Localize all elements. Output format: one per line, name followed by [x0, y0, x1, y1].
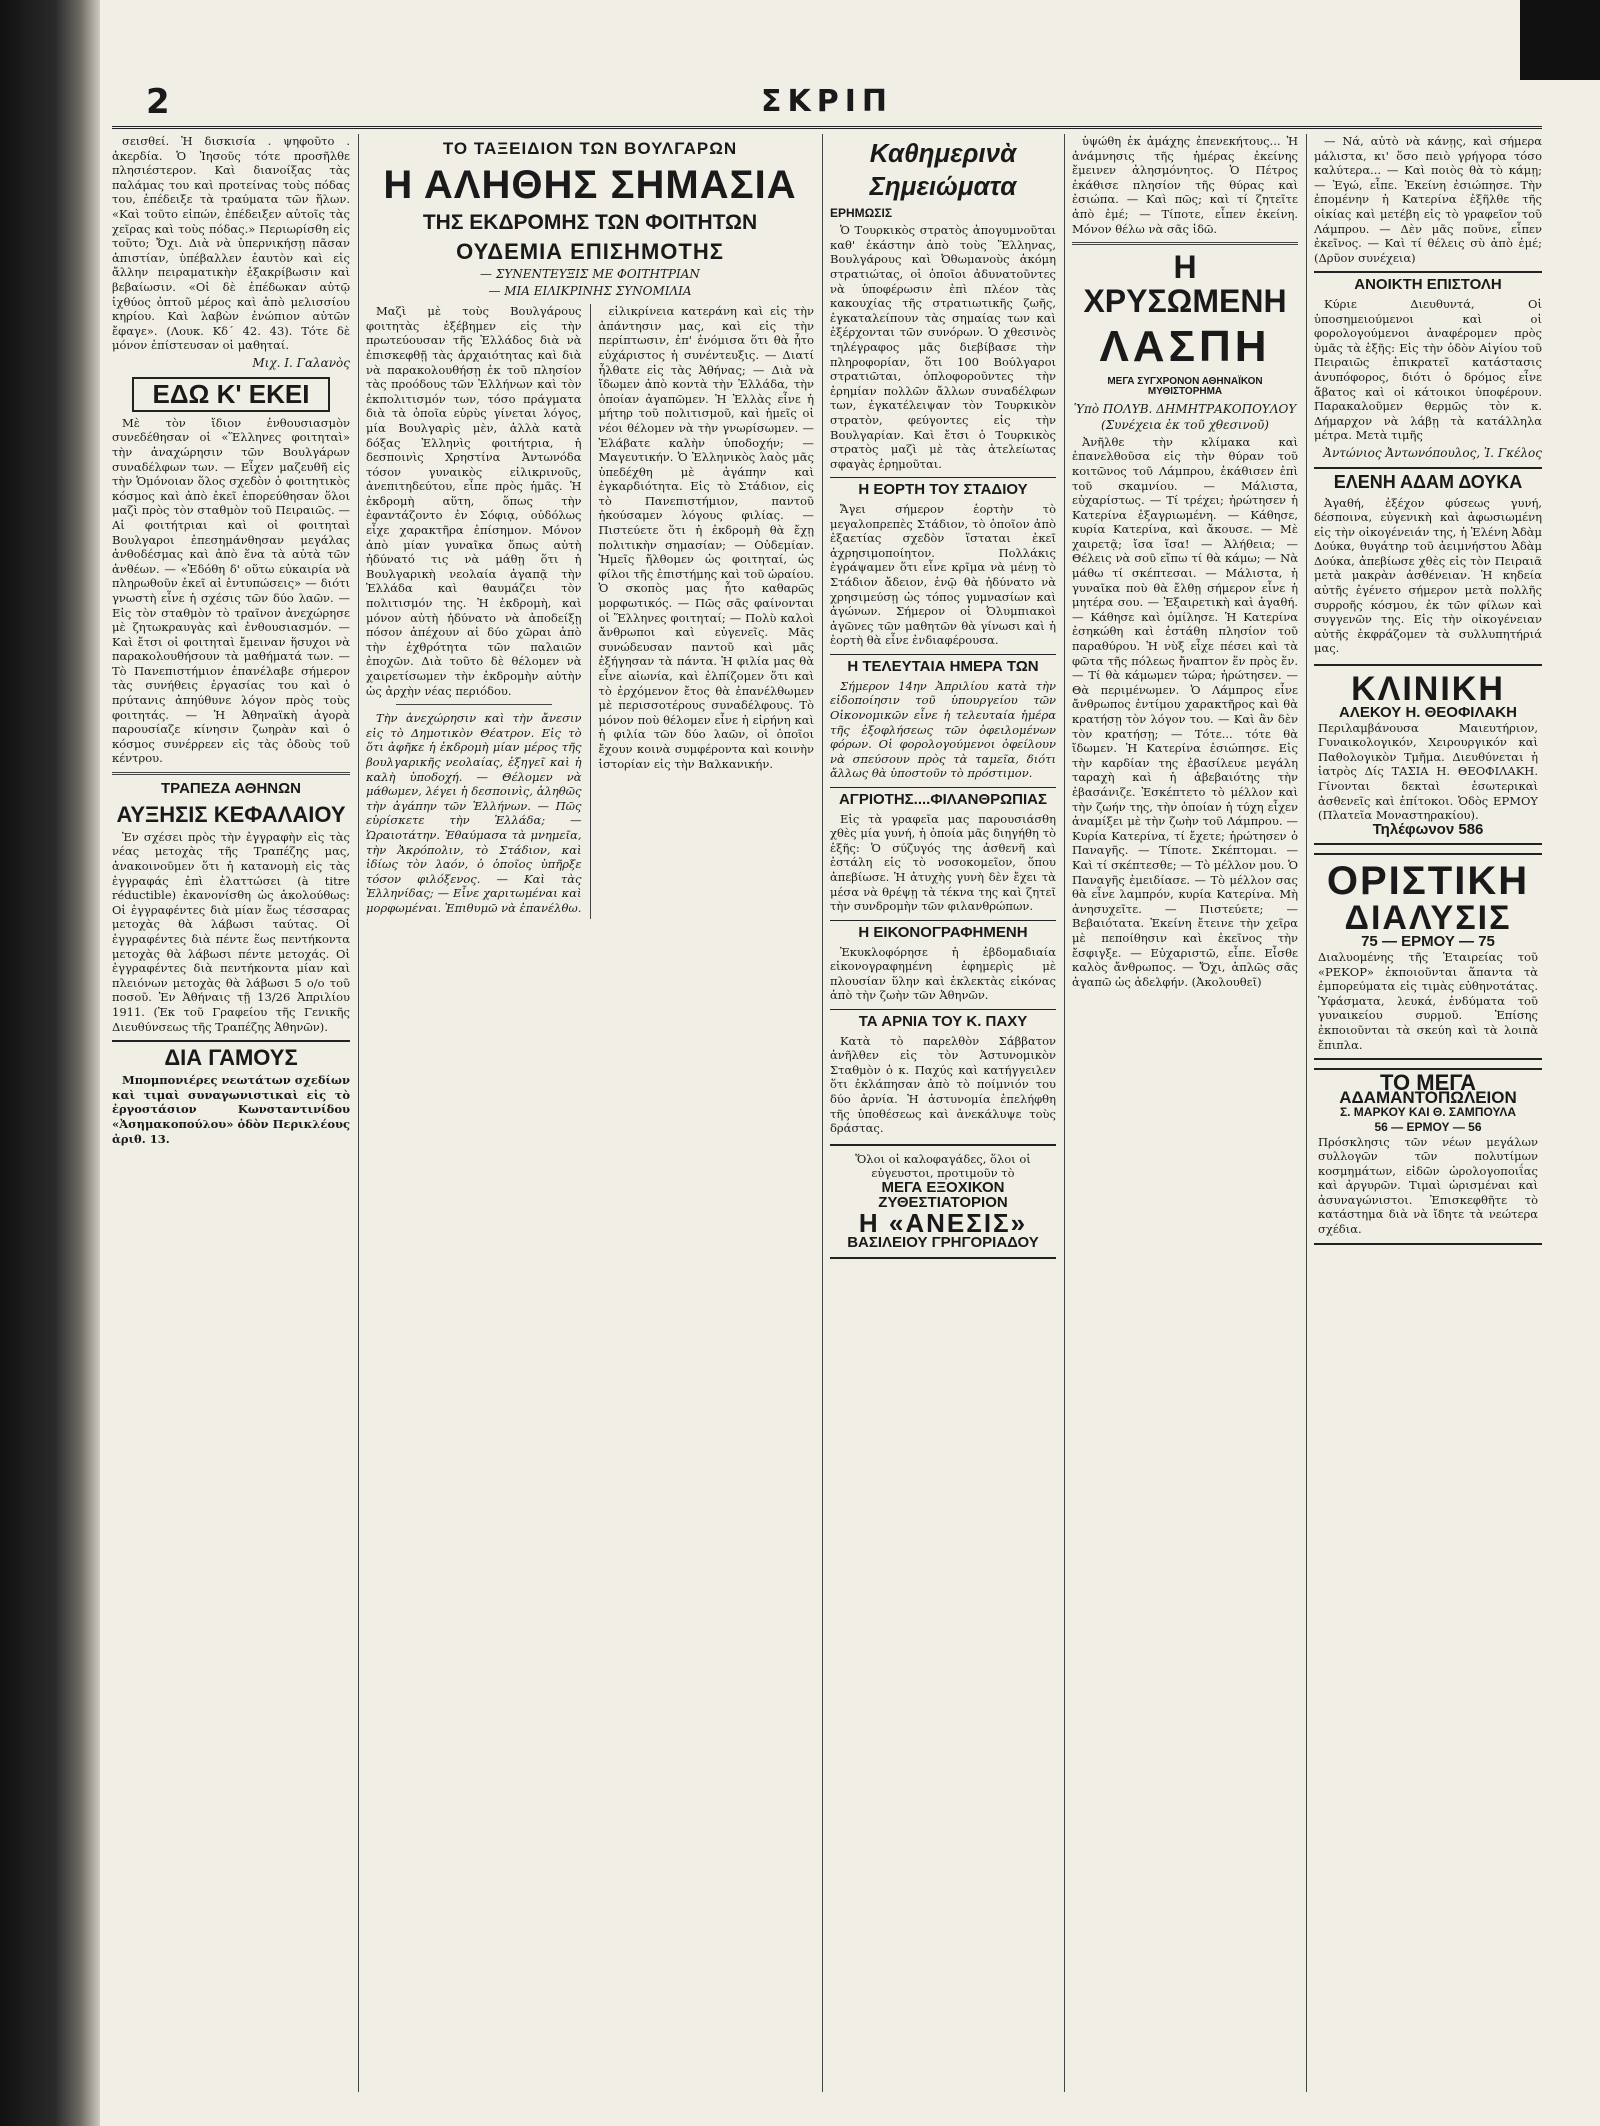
novel-author: Ὑπὸ ΠΟΛΥΒ. ΔΗΜΗΤΡΑΚΟΠΟΥΛΟΥ	[1073, 401, 1297, 416]
clinic-phone: Τηλέφωνον 586	[1372, 820, 1484, 838]
novel-previous-text: ὑψώθη ἐκ ἀμάχης ἐπενεκήτους... Ἡ ἀνάμνησις τῆς ἡμέρας ἐκείνης ἔμεινεν ἀλησμόνητος. Ὁ Πέτρος ἐκάθισε πλησίον τῆς θύρας καὶ ἐσιώπα. — Καὶ πῶς; καὶ τί ζητεῖτε ἀπὸ ἐμέ; — Τίποτε, εἶπεν ἐκείνη. Μόνον θέλω νὰ σᾶς ἰδῶ.	[1072, 134, 1298, 236]
column-rule	[358, 134, 359, 2092]
page-number: 2	[146, 82, 170, 122]
clinic-title: ΚΛΙΝΙΚΗ	[1351, 670, 1505, 709]
clinic-text: Περιλαμβάνουσα Μαιευτήριον, Γυναικολογικόν, Χειρουργικόν καὶ Παθολογικὸν Τμῆμα. Διευθύνεται ἡ ἰατρὸς Δίς ΤΑΣΙΑ Η. ΘΕΟΦΙΛΑΚΗ. Γίνονται δεκταὶ ἐσωτερικαὶ ἀσθενεῖς καὶ ἐπίτοκοι. Ὁδὸς ΕΡΜΟΥ (Πλατεῖα Μοναστηρακίου).	[1318, 720, 1538, 823]
eikonografimeni-text: Ἐκυκλοφόρησε ἡ ἑβδομαδιαία εἰκονογραφημένη ἐφημερὶς μὲ πλουσίαν ὕλην καὶ ἐκλεκτὰς εἰκόνας ἀπὸ τὴν ζωὴν τῶν Ἀθηνῶν.	[830, 944, 1056, 1003]
article-body-right	[599, 304, 815, 918]
article-body	[366, 304, 814, 918]
sale-address: 75 — ΕΡΜΟΥ — 75	[1361, 933, 1495, 951]
column-5	[1314, 134, 1542, 2092]
column-rule	[1064, 134, 1065, 2092]
daily-notes-title: Καθημερινὰ	[869, 138, 1017, 168]
column-3	[830, 134, 1056, 2092]
restaurant-ad-text: Ὅλοι οἱ καλοφαγάδες, ὅλοι οἱ εὐγευστοι, προτιμοῦν τὸ	[855, 1151, 1031, 1181]
jewelry-owner: Σ. ΜΑΡΚΟΥ ΚΑΙ Θ. ΣΑΜΠΟΥΛΑ	[1339, 1105, 1517, 1120]
jewelry-title-2: ΑΔΑΜΑΝΤΟΠΩΛΕΙΟΝ	[1339, 1087, 1517, 1107]
gamos-title: ΔΙΑ ΓΑΜΟΥΣ	[112, 1040, 350, 1069]
jewelry-ad	[1314, 1068, 1542, 1245]
column-4	[1072, 134, 1298, 2092]
sale-title: ΟΡΙΣΤΙΚΗ	[1326, 859, 1530, 904]
obituary-title: ΕΛΕΝΗ ΑΔΑΜ ΔΟΥΚΑ	[1314, 467, 1542, 492]
letter-title: ΑΝΟΙΚΤΗ ΕΠΙΣΤΟΛΗ	[1314, 271, 1542, 293]
masthead	[112, 82, 1542, 129]
author-signature: Μιχ. Ι. Γαλανὸς	[252, 355, 350, 370]
agriotis-text: Εἰς τὰ γραφεῖα μας παρουσιάσθη χθὲς μία γυνή, ἡ ὁποία μᾶς διηγήθη τὸ ἑξῆς: Ὁ σύζυγός της ἀσθενῆ καὶ ἐστάλη εἰς τὸ νοσοκομεῖον, ὅπου ἀπεβίωσε. Ἡ ἀτυχὴς γυνὴ δὲν ἔχει τὰ μέσα νὰ θρέψῃ τὰ τέκνα της καὶ ζητεῖ τὴν συνδρομὴν τῶν φιλανθρώπων.	[830, 811, 1056, 914]
article-title-3: ΟΥΔΕΜΙΑ ΕΠΙΣΗΜΟΤΗΣ	[456, 238, 724, 264]
article-kicker: ΤΟ ΤΑΞΕΙΔΙΟΝ ΤΩΝ ΒΟΥΛΓΑΡΩΝ	[442, 139, 738, 158]
stadion-title: Η ΕΟΡΤΗ ΤΟΥ ΣΤΑΔΙΟΥ	[830, 477, 1056, 498]
teleutaia-title: Η ΤΕΛΕΥΤΑΙΑ ΗΜΕΡΑ ΤΩΝ	[830, 654, 1056, 675]
arnia-title: ΤΑ ΑΡΝΙΑ ΤΟΥ Κ. ΠΑΧΥ	[830, 1009, 1056, 1030]
sale-ad	[1314, 853, 1542, 1060]
letter-signature: Ἀντώνιος Ἀντωνόπουλος, Ἰ. Γκέλος	[1323, 446, 1542, 461]
article-text-2: Τὴν ἀνεχώρησιν καὶ τὴν ἄνεσιν εἰς τὸ Δημοτικὸν Θέατρον. Εἰς τὸ ὅτι ἀφῆκε ἡ ἐκδρομὴ μίαν μέρος τῆς βουλγαρικῆς νεολαίας, ἐξηγεῖ καὶ ἡ καλὴ ὑποδοχή. — Θέλομεν νὰ μάθωμεν, λέγει ἡ δεσποινὶς, ἀληθῶς τὴν ἀγάπην τῶν Ἑλλήνων. — Πῶς εὑρίσκετε τὴν Ἑλλάδα; — Ὡραιοτάτην. Ἐθαύμασα τὰ μνημεῖα, τὴν Ἀκρόπολιν, τὸ Στάδιον, καὶ ἰδίως τὸν λαόν, ὁ ὁποῖος ὑπῆρξε τόσον φιλόξενος. — Καὶ τὰς Ἑλληνίδας; — Εἶνε χαριτωμέναι καὶ μορφωμέναι. Ἐπιθυμῶ νὰ ἐπανέλθω.	[366, 711, 582, 915]
restaurant-ad-title: ΜΕΓΑ ΕΞΟΧΙΚΟΝ ΖΥΘΕΣΤΙΑΤΟΡΙΟΝ	[878, 1179, 1008, 1211]
restaurant-ad	[830, 1144, 1056, 1259]
column-rule	[1306, 134, 1307, 2092]
arnia-text: Κατὰ τὸ παρελθὸν Σάββατον ἀνῆλθεν εἰς τὸν Ἀστυνομικὸν Σταθμὸν ὁ κ. Παχύς καὶ κατήγγειλεν ὅτι ἐκλάπησαν ἀπὸ τὸ ποίμνιόν του δύο ἀρνία. Ἡ ἀστυνομία ἐπελήφθη τῆς ὑποθέσεως καὶ ἀνεκάλυψε τοὺς δράστας.	[830, 1033, 1056, 1136]
eikonografimeni-title: Η ΕΙΚΟΝΟΓΡΑΦΗΜΕΝΗ	[830, 920, 1056, 941]
notes-subtitle: ΕΡΗΜΩΣΙΣ	[830, 205, 893, 220]
newspaper-page	[112, 82, 1542, 2102]
notes-text: Ὁ Τουρκικὸς στρατὸς ἀπογυμνοῦται καθ' ἑκάστην ἀπὸ τοὺς Ἕλληνας, Βουλγάρους καὶ Ὀθωμανοὺς ἀκόμη στρατιώτας, οἱ ὁποῖοι ἀδυνατοῦντες νὰ ὑποφέρωσιν ἐπὶ πλέον τὰς κακουχίας τῆς στρατιωτικῆς ζωῆς, ἐγκαταλείπουν τὰς σημαίας των καὶ ἐξέρχονται τῶν συνόρων. Ὁ χθεσινὸς τηλέγραφος μᾶς διεβίβασε τὴν πληροφορίαν, ὅτι 100 Βούλγαροι στρατιῶται, ὁπλοφοροῦντες τὴν ἐρημίαν πολλῶν ἄλλων συναδέλφων των, ἐγκατέλειψαν τὸν Τουρκικὸν στρατὸν, φεύγοντες εἰς τὴν Βουλγαρίαν. Καὶ ἔτσι ὁ Τουρκικὸς στρατὸς μαζὶ μὲ τὰς ἀτελείωτας σφαγὰς ἐρημοῦται.	[830, 223, 1056, 471]
restaurant-ad-owner: ΒΑΣΙΛΕΙΟΥ ΓΡΗΓΟΡΙΑΔΟΥ	[847, 1234, 1039, 1252]
paper-name: ΣΚΡΙΠ	[761, 84, 893, 119]
agriotis-title: ΑΓΡΙΟΤΗΣ....ΦΙΛΑΝΘΡΩΠΙΑΣ	[830, 787, 1056, 808]
restaurant-ad-name: Η «ΑΝΕΣΙΣ»	[858, 1208, 1028, 1239]
article-text-1: Μαζὶ μὲ τοὺς Βουλγάρους φοιτητὰς ἐξέβημεν εἰς τὴν πρωτεύουσαν τῆς Ἑλλάδος διὰ νὰ ἐπισκεφθῇ τὰς ἀρχαιότητας καὶ διὰ νὰ παρακολουθήσῃ ἐκ τοῦ πλησίον τὰς προόδους τῶν Ἑλλήνων καὶ τὸν ἐκπολιτισμόν των, τόσο πράγματα διὰ τὰ ὁποῖα εὑρὺς γίνεται λόγος, μία Βουλγαρὶς μὲν, ἀλλὰ κατὰ δόξας Ἑλληνὶς φοιτήτρια, ἡ δεσποινὶς Χρηστίνα Ἀντωνόδα τόσον γυναικὸς εἰλικρινοῦς, ἀνεπιτηδεύτου, εἶπε πρὸς ἡμᾶς. Ἡ ἐκδρομὴ αὕτη, ὅπως τὴν ἐφαντάζοντο ἐν Σόφιᾳ, οὐδόλως εἶχε χαρακτῆρα ἐπίσημον. Μόνον ἀπὸ μίαν γυναῖκα ὅπως αὐτὴ ἠδύνατό τις νὰ μάθῃ ὅτι ἡ Βουλγαρικὴ νεολαία ἀγαπᾷ τὴν Ἑλλάδα καὶ θαυμάζει τὸν πολιτισμόν της. Ἡ ἐκδρομὴ, καὶ μόνον αὐτὴ ἠδύνατο νὰ ἀποδείξῃ πόσον ἀπέχουν αἱ δύο χῶραι ἀπὸ τὴν ἐχθρότητα τῶν παλαιῶν ἐποχῶν. Διὰ τοῦτο δὲ θέλομεν νὰ χαιρετίσωμεν τὴν ἐκδρομὴν αὐτὴν ὡς ἀρχὴν νέας περιόδου.	[366, 304, 582, 698]
bank-subtitle: ΑΥΞΗΣΙΣ ΚΕΦΑΛΑΙΟΥ	[116, 801, 346, 827]
divider	[396, 704, 552, 705]
article-deck-1: — ΣΥΝΕΝΤΕΥΞΙΣ ΜΕ ΦΟΙΤΗΤΡΙΑΝ	[480, 266, 700, 281]
novel-continuation: (Συνέχεια ἐκ τοῦ χθεσινοῦ)	[1101, 418, 1269, 433]
sale-title-2: ΔΙΑΛΥΣΙΣ	[1344, 899, 1512, 938]
clinic-ad	[1314, 664, 1542, 845]
teleutaia-text: Σήμερον 14ην Ἀπριλίου κατὰ τὴν εἰδοποίησιν τοῦ ὑπουργείου τῶν Οἰκονομικῶν εἶνε ἡ τελευταία ἡμέρα τῆς ἐξοφλήσεως τῶν ὀφειλομένων φόρων. Οἱ φορολογούμενοι ὀφείλουν νὰ σπεύσουν πρὸς τὰ ταμεῖα, διότι ἄλλως θὰ ὑποστοῦν τὸ πρόστιμον.	[830, 678, 1056, 781]
divider	[112, 772, 350, 775]
column-rule	[822, 134, 823, 2092]
sale-text: Διαλυομένης τῆς Ἑταιρείας τοῦ «ΡΕΚΟΡ» ἐκποιοῦνται ἅπαντα τὰ ἐμπορεύματα εἰς τιμὰς εὐθηνοτάτας. Ὑφάσματα, λευκά, ἐνδύματα τοῦ γυναικείου συρμοῦ. Ἐπίσης ἐκποιοῦνται τὰ σκεύη καὶ τὰ λοιπὰ ἔπιπλα.	[1318, 949, 1538, 1052]
column-rule	[590, 304, 591, 918]
novel-text: Ἀνῆλθε τὴν κλίμακα καὶ ἐπανελθοῦσα εἰς τὴν θύραν τοῦ κοιτῶνος τοῦ Λάμπρου, ἐκάθισεν ἐπὶ τοῦ σκαμνίου. — Μάλιστα, εὐχαρίστως. — Τί τρέχει; ἠρώτησεν ἡ Κατερίνα ἐξαγριωμένη. — Κάθησε, κυρία Κατερίνα, καὶ ἄκουσε. — Μὲ χαιρετᾷ; ἴσα ἴσα! — Ἀλήθεια; — Θέλεις νὰ σοῦ εἴπω τί θὰ κάμω; — Νὰ μάθω τί σκέπτεσαι. — Μάλιστα, ἡ γυναῖκα ποὺ θὰ ἔλθῃ σήμερον εἶνε ἡ μητέρα σου. — Ἐξαιρετικὴ καὶ ἀγαθή. — Κάθησε καὶ ὁμίλησε. Ἡ Κατερίνα ἐσηκώθη καὶ ἐστάθη πλησίον τοῦ παραθύρου. Ἡ νὺξ εἶχε πέσει καὶ τὰ φῶτα τῆς πόλεως ἤναπτον ἕν πρὸς ἕν. — Τί θὰ κάμωμεν τώρα; ἠρώτησεν. — Θὰ περιμένωμεν. Ὁ Λάμπρος εἶνε ἄνθρωπος ἐντίμου χαρακτῆρος καὶ θὰ κρατήσῃ τὸν λόγον του. — Καὶ ἂν δὲν τὸν κρατήσῃ; — Τότε... τότε θὰ ἴδωμεν. Ἡ Κατερίνα ἐσιώπησε. Εἰς τὴν καρδίαν της ἐβασίλευε μεγάλη ταραχὴ καὶ ἡ ἀβεβαιότης τὴν ἐβασάνιζε. Ἐσκέπτετο τὸ μέλλον καὶ τὴν ζωήν της, τὴν ὁποίαν ἡ τύχη εἶχεν ἀναμίξει μὲ τὴν ζωὴν τοῦ Λάμπρου. — Κυρία Κατερίνα, τί ἔχετε; ἠρώτησεν ὁ Παναγῆς. — Τίποτε. Σκέπτομαι. — Καὶ τί σκέπτεσθε; — Τὸ μέλλον μου. Ὁ Παναγῆς ἐμειδίασε. — Τὸ μέλλον σας θὰ εἶνε λαμπρόν, κυρία Κατερίνα. Μὴ ἀνησυχεῖτε. — Πιστεύετε; — Βεβαιότατα. Ἐκείνη ἔτεινε τὴν χεῖρα μὲ πεποίθησιν καὶ ἐκεῖνος τὴν ἔσφιγξε. — Εὐχαριστῶ, εἶπε. Εἶσθε καλὸς ἄνθρωπος. — Ὄχι, ἁπλῶς σᾶς ἀγαπῶ ὡς ἀδελφήν. (Ἀκολουθεῖ)	[1072, 434, 1298, 989]
article-title: Η ΑΛΗΘΗΣ ΣΗΜΑΣΙΑ	[383, 162, 797, 207]
jewelry-text: Πρόσκλησις τῶν νέων μεγάλων συλλογῶν τῶν πολυτίμων κοσμημάτων, εἰδῶν ὡρολογοποιΐας καὶ ἀργυρῶν. Τιμαὶ ὡρισμέναι καὶ ἀσυναγώνιστοι. Ἐπισκεφθῆτε τὸ κατάστημα διὰ νὰ ἴδητε τὰ νεώτερα σχέδια.	[1318, 1134, 1538, 1237]
clinic-subtitle: ΑΛΕΚΟΥ Η. ΘΕΟΦΙΛΑΚΗ	[1339, 704, 1517, 722]
article-subtitle: ΤΗΣ ΕΚΔΡΟΜΗΣ ΤΩΝ ΦΟΙΤΗΤΩΝ	[422, 210, 758, 234]
jewelry-address: 56 — ΕΡΜΟΥ — 56	[1374, 1119, 1482, 1134]
jewelry-title: ΤΟ ΜΕΓΑ	[1380, 1070, 1476, 1096]
column-1	[112, 134, 350, 2092]
daily-notes-title-2: Σημειώματα	[869, 171, 1017, 202]
edo-text: Μὲ τὸν ἴδιον ἐνθουσιασμὸν συνεδέθησαν οἱ «Ἕλληνες φοιτηταὶ» τὴν ἀναχώρησιν τῶν Βουλγάρων συναδέλφων των. — Εἶχεν μαζευθῆ εἰς τὴν Ὁμόνοιαν ὅλος σχεδὸν ὁ φοιτητικὸς κόσμος καὶ ἀπὸ ἐκεῖ ἐπορεύθησαν ὅλοι μαζὶ πρὸς τὸν σταθμὸν τοῦ Πειραιῶς. — Αἱ φοιτήτριαι καὶ οἱ φοιτηταὶ Βουλγαροι ἐπεσημάνθησαν μεγάλας ἀνθοδέσμας καὶ ἀπὸ ἕνα τὰ αὐτὰ τῶν ἀνθέων. — «Ἐδόθη δ' οὕτω εὐκαιρία νὰ πληρωθοῦν ἐκεῖ αἱ ἐντυπώσεις» — διότι γνωστὴ εἶνε ἡ σχέσις τῶν δύο λαῶν. — Εἰς τὸν σταθμὸν τὸ τραῖνον ἀνεχώρησε μὲ ζητωκραυγὰς καὶ ἐνθουσιασμόν. — Καὶ ἔτσι οἱ φοιτηταὶ ἔμειναν ἥσυχοι νὰ παρακολουθήσουν τὰ μαθήματά των. — Τὸ Πανεπιστήμιον ἐπανέλαβε σήμερον τὰς συνήθεις ἐργασίας του καὶ ὁ πρύτανις ἀπηύθυνε λόγον πρὸς τοὺς φοιτητάς. — Ἡ Ἀθηναϊκὴ ἀγορὰ παρουσίαζε κίνησιν ζωηρὰν καὶ ὁ κόσμος συνέρρεεν εἰς τὰς ὁδοὺς τοῦ κέντρου.	[112, 415, 350, 766]
article-text-3: εἰλικρίνεια κατεράνη καὶ εἰς τὴν ἀπάντησιν μας, καὶ εἰς τὴν περίπτωσιν, ἐπ' ἐνόμισα ὅτι θὰ ἦτο εὐχάριστος ἡ συνέντευξις. — Διατί ἦλθατε εἰς τὰς Ἀθήνας; — Διὰ νὰ ἴδωμεν ἀπὸ κοντὰ τὴν Ἑλλάδα, τὴν ὁποίαν ἀγαπῶμεν. Ἡ Ἑλλὰς εἶνε ἡ μήτηρ τοῦ πολιτισμοῦ, καὶ ἡμεῖς οἱ νέοι θέλομεν νὰ τὴν γνωρίσωμεν. — Ἐλάβατε καλὴν ὑποδοχήν; — Μαγευτικήν. Ὁ Ἑλληνικὸς λαὸς μᾶς ὑπεδέχθη μὲ ἀγάπην καὶ ἐγκαρδιότητα. Εἰς τὸ Στάδιον, εἰς τὸ Πανεπιστήμιον, παντοῦ ἠκούσαμεν λόγους φιλίας. — Πιστεύετε ὅτι ἡ ἐκδρομὴ θὰ ἔχῃ πολιτικὴν σημασίαν; — Οὐδεμίαν. Ἡμεῖς ἤλθομεν ὡς φοιτηταί, ὡς φίλοι τῆς ἐπιστήμης καὶ τοῦ ὡραίου. Ὁ σκοπὸς μας ἦτο καθαρῶς μορφωτικός. — Πῶς σᾶς φαίνονται οἱ Ἕλληνες φοιτηταί; — Πολὺ καλοὶ ἄνθρωποι καὶ εὐγενεῖς. Μᾶς συνώδευσαν παντοῦ καὶ μᾶς ἐξήγησαν τὰ πάντα. Ἡ φιλία μας θὰ εἶνε αἰωνία, καὶ ἐλπίζομεν ὅτι καὶ τὸ ἐρχόμενον ἔτος θὰ ἐπανέλθωμεν μὲ περισσοτέρους συναδέλφους. Τὸ μόνον ποὺ θέλομεν εἶνε ἡ εἰρήνη καὶ ἡ φιλία τῶν δύο λαῶν, οἱ ὁποῖοι ἔχουν κοινὰ συμφέροντα καὶ κοινὴν ἱστορίαν εἰς τὴν Βαλκανικήν.	[598, 304, 814, 771]
section-title-edo: ΕΔΩ Κ' ΕΚΕΙ	[132, 377, 330, 412]
bank-title: ΤΡΑΠΕΖΑ ΑΘΗΝΩΝ	[161, 780, 301, 798]
scan-corner	[1520, 0, 1600, 80]
novel-title: Η ΧΡΥΣΩΜΕΝΗ	[1083, 249, 1287, 319]
divider	[1072, 242, 1298, 245]
article-body-left	[366, 304, 582, 918]
gospel-text: σεισθεί. Ἡ δισκισία . ψηφοῦτο . ἀκερδία. Ὁ Ἰησοῦς τότε προσῆλθε πλησιέστερον. Καὶ διανοίξας τὰς παλάμας του καὶ προτείνας τοὺς πόδας του, ἐπέδειξε τὰ τραύματα τῶν ἥλων. «Καὶ τοῦτο εἰπών, ἐπέδειξεν αὐτοῖς τὰς χεῖρας καὶ τοὺς πόδας.» Περιωρίσθη εἰς τοῦτο; Ὄχι. Διὰ νὰ ὑπερνικήσῃ πᾶσαν ἀπιστίαν, ὑπέβαλλεν ἑαυτὸν καὶ εἰς ἄλλην πειραματικὴν ἐξακρίβωσιν καὶ βεβαίωσιν. «Οἱ δὲ ἐπέδωκαν αὐτῷ ἰχθύος ὀπτοῦ μέρος καὶ ἀπὸ μελισσίου κηρίου. Καὶ λαβὼν ἐνώπιον αὐτῶν ἔφαγε». (Λουκ. Κδ´ 42. 43). Τότε δὲ μόνον ἐπίστευσαν οἱ μαθηταί.	[112, 134, 350, 353]
obituary-text: Ἀγαθή, ἐξέχον φύσεως γυνή, δέσποινα, εὐγενικὴ καὶ ἀφωσιωμένη εἰς τὴν οἰκογένειάν της, ἡ Ἑλένη Ἀδὰμ Δούκα, θυγάτηρ τοῦ ἀειμνήστου Ἀδὰμ Δούκα, ἀπεβίωσε χθὲς εἰς τὸν Πειραιᾶ μετὰ μακρὰν ἀσθένειαν. Ἡ κηδεία αὐτῆς ἐγένετο σήμερον μετὰ πολλῆς συρροῆς κόσμου, ἐκ τῶν φίλων καὶ συγγενῶν της. Εἰς τὴν οἰκογένειαν αὐτῆς ἐκφράζομεν τὰ συλλυπητήριά μας.	[1314, 495, 1542, 656]
article-deck-2: — ΜΙΑ ΕΙΛΙΚΡΙΝΗΣ ΣΥΝΟΜΙΛΙΑ	[488, 283, 692, 298]
column-2-main-article	[366, 134, 814, 2092]
gamos-text: Μπομπονιέρες νεωτάτων σχεδίων καὶ τιμαὶ συναγωνιστικαὶ εἰς τὸ ἐργοστάσιον Κωνσταντινίδου «Ἀσημακοπούλου» ὁδὸν Περικλέους ἀριθ. 13.	[112, 1073, 350, 1146]
scan-shadow-edge	[0, 0, 100, 2126]
bank-text: Ἐν σχέσει πρὸς τὴν ἐγγραφὴν εἰς τὰς νέας μετοχὰς τῆς Τραπέζης μας, ἀνακοινοῦμεν ὅτι ἡ κατανομὴ εἰς τὰς ἐγγραφάς ἐπὶ ἐλαττώσει (à titre réductible) ἐκανονίσθη ὡς ἀκολούθως: Οἱ ἐγγραφέντες διὰ μίαν ἕως τέσσαρας μετοχὰς θὰ λάβωσι ταύτας. Οἱ ἐγγραφέντες διὰ πέντε ἕως πεντήκοντα μετοχὰς θὰ λάβωσι πέντε μετοχάς. Οἱ ἐγγραφέντες διὰ πεντήκοντα μίαν καὶ πλειόνων μετοχὰς θὰ λάβωσι 5 ο/ο τοῦ ποσοῦ. Ἐν Ἀθήναις τῇ 13/26 Ἀπριλίου 1911. (Ἐκ τοῦ Γραφείου τῆς Γενικῆς Διευθύνσεως τῆς Τραπέζης Ἀθηνῶν).	[112, 829, 350, 1034]
novel-subtitle: ΜΕΓΑ ΣΥΓΧΡΟΝΟΝ ΑΘΗΝΑΪΚΟΝ ΜΥΘΙΣΤΟΡΗΜΑ	[1107, 375, 1263, 398]
letter-text: Κύριε Διευθυντά, Οἱ ὑποσημειούμενοι καὶ οἱ φορολογούμενοι ἀναφέρομεν πρὸς ὑμᾶς τὰ ἑξῆς: Εἰς τὴν ὁδὸν Αἰγίου τοῦ Πειραιῶς ἐπικρατεῖ κατάστασις ἀνυπόφορος, διότι ὁ δρόμος εἶνε ἄβατος καὶ οἱ κάτοικοι ὑποφέρουν. Παρακαλοῦμεν θερμῶς τὸν κ. Δήμαρχον νὰ λάβῃ τὰ κατάλληλα μέτρα. Μετὰ τιμῆς	[1314, 297, 1542, 443]
novel-title-2: ΛΑΣΠΗ	[1099, 322, 1271, 372]
stadion-text: Ἄγει σήμερον ἑορτὴν τὸ μεγαλοπρεπὲς Στάδιον, τὸ ὁποῖον ἀπὸ ἐξαετίας σχεδὸν ἵσταται ἐκεῖ ἀχρησιμοποίητον. Πολλάκις ἐγράψαμεν ὅτι εἶνε κρῖμα νὰ μένῃ τὸ Στάδιον ἄδειον, ἐνῷ θὰ ἠδύνατο νὰ χρησιμεύσῃ ὡς τόπος γυμνασίων καὶ ἀγώνων. Σήμερον οἱ Ὀλυμπιακοὶ ἀγῶνες τῶν μαθητῶν θὰ γίνωσι καὶ ἡ ἑορτὴ θὰ εἶνε ἐνδιαφέρουσα.	[830, 502, 1056, 648]
novel-end-text: — Νά, αὐτὸ νὰ κάνῃς, καὶ σήμερα μάλιστα, κι' ὅσο πειὸ γρήγορα τόσο καλύτερα... — Καὶ ποιὸς θὰ τὸ κάμῃ; — Ἐγώ, εἶπε. Ἐκείνη ἐσιώπησε. Τὴν ἐπομένην ἡ Κατερίνα ἐξῆλθε τῆς οἰκίας καὶ μετέβη εἰς τὸ γραφεῖον τοῦ Λάμπρου. — Δὲν μᾶς ποῦνε, εἶπεν ἐκεῖνος. — Καὶ τί θέλεις σὺ ἀπὸ ἐμέ; (Δρῦον συνέχεια)	[1314, 134, 1542, 265]
